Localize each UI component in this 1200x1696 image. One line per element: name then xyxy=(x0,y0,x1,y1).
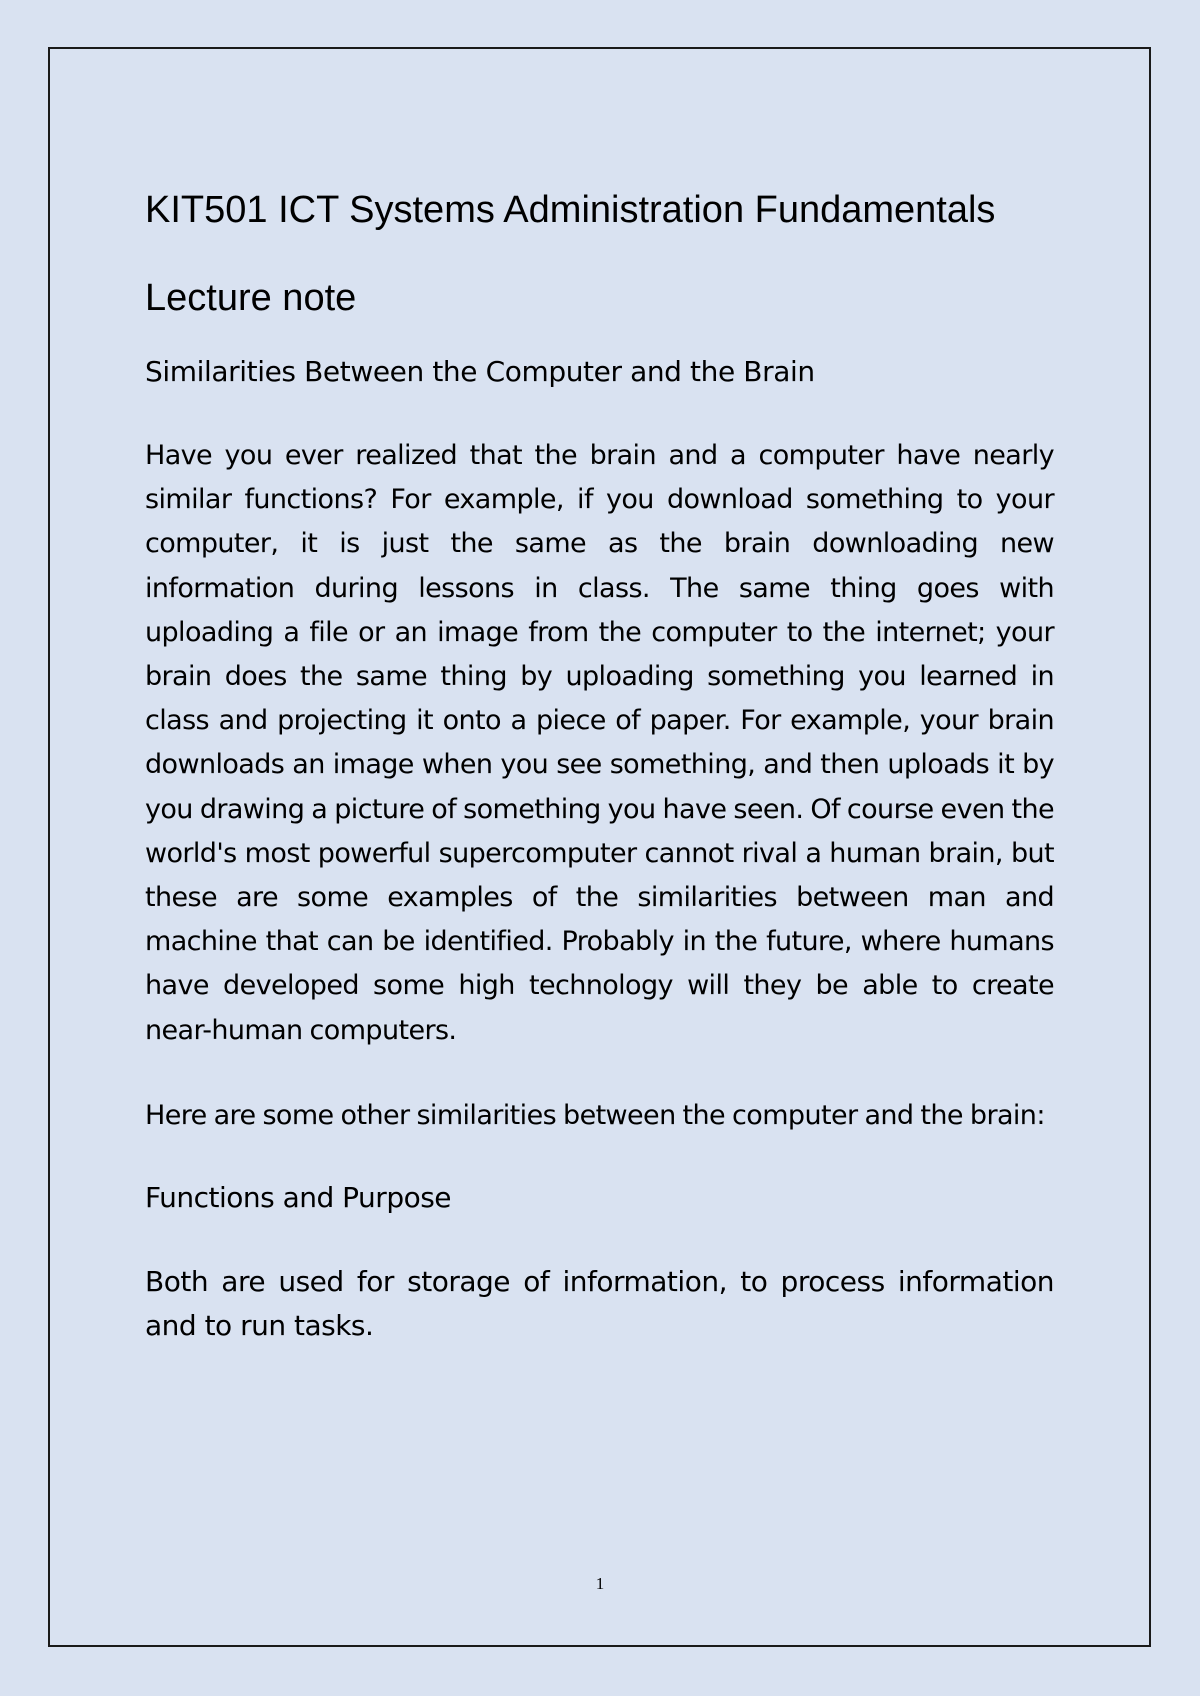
document-body xyxy=(145,180,1054,1348)
page-number: 1 xyxy=(595,1574,605,1593)
document-subtitle: Lecture note xyxy=(145,277,357,319)
sub-heading: Functions and Purpose xyxy=(145,1181,452,1215)
body-paragraph: Here are some other similarities between the computer and the brain: xyxy=(145,1099,1045,1131)
emphasis-paragraph: Both are used for storage of information, to process information and to run tasks. xyxy=(145,1265,1054,1343)
document-title: KIT501 ICT Systems Administration Fundamentals xyxy=(145,189,996,231)
body-paragraph: Have you ever realized that the brain and a computer have nearly similar functions? For example, if you download something to your computer, it is just the same as the brain downloading new information during lessons in class. The same thing goes with uploading a file or an image from the computer to the internet; your brain does the same thing by uploading something you learned in class and projecting it onto a piece of paper. For example, your brain downloads an image when you see something, and then uploads it by you drawing a picture of something you have seen. Of course even the world's most powerful supercomputer cannot rival a human brain, but these are some examples of the similarities between man and machine that can be identified. Probably in the future, where humans have developed some high technology will they be able to create near-human computers. xyxy=(145,440,1054,1046)
section-heading: Similarities Between the Computer and the Brain xyxy=(145,355,815,388)
